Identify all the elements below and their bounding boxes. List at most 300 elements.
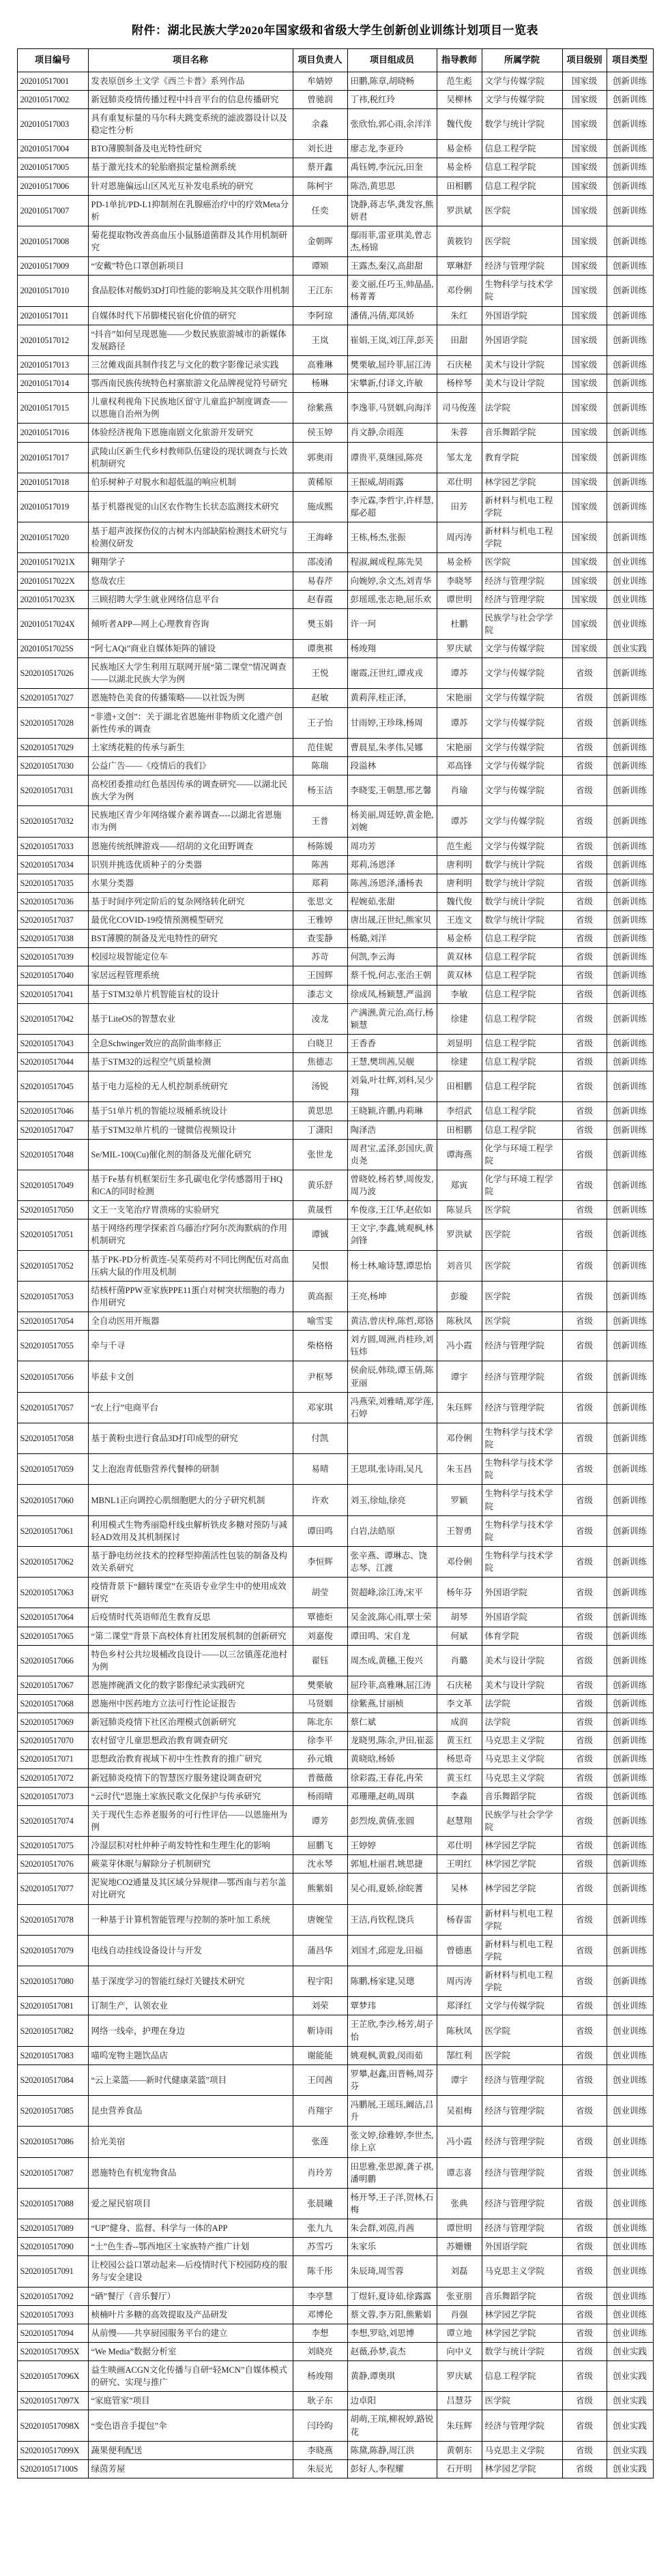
- cell-project-name: PD-1单抗/PD-L1抑制剂在乳腺癌治疗中的疗效Meta分析: [88, 195, 293, 226]
- cell-college: 经济与管理学院: [482, 590, 562, 608]
- cell-members: 田鹏,陈章,胡晓畅: [347, 72, 437, 90]
- cell-advisor: 邓高锋: [437, 756, 482, 775]
- cell-project-name: 菊花提取物改善高血压小鼠肠道菌群及其作用机制研究: [88, 226, 293, 256]
- table-row: [17, 1071, 653, 1102]
- cell-college: 文学与传媒学院: [482, 72, 562, 90]
- cell-project-name: BST薄膜的制备及光电特性的研究: [88, 930, 293, 948]
- cell-level: 省级: [562, 1392, 607, 1423]
- cell-members: 刘方圆,周洲,肖桂珍,刘钰炜: [347, 1331, 437, 1361]
- cell-leader: 黄乐舒: [293, 1170, 347, 1200]
- cell-advisor: 陈显兵: [437, 1201, 482, 1219]
- cell-type: 创新训练: [607, 1121, 653, 1139]
- projects-table: [17, 48, 654, 2478]
- cell-level: 省级: [562, 966, 607, 985]
- cell-project-id: 202010517011: [17, 306, 88, 325]
- cell-project-name: 基于静电纺丝技术的控释型抑菌活性包装的制备及构效关系研究: [88, 1546, 293, 1577]
- cell-leader: 蒲昌华: [293, 1935, 347, 1966]
- cell-project-id: 202010517004: [17, 140, 88, 158]
- cell-college: 马克思主义学院: [482, 1768, 562, 1787]
- cell-project-name: 伯乐树种子对脱水和超低温的响应机制: [88, 473, 293, 491]
- cell-project-name: 最优化COVID-19疫情预测模型研究: [88, 911, 293, 930]
- cell-advisor: 黄朝东: [437, 2441, 482, 2459]
- cell-advisor: 胡琴: [437, 1608, 482, 1627]
- cell-leader: 陈茜: [293, 855, 347, 874]
- cell-members: 姚观枫,黄毅,闵雨茹: [347, 2046, 437, 2064]
- cell-project-name: 基于Fe基有机框架衍生多孔碳电化学传感器用于HQ和CA的同时检测: [88, 1170, 293, 1200]
- cell-leader: 李想: [293, 2324, 347, 2342]
- cell-members: 谭贵平,莫继园,陈亮: [347, 442, 437, 473]
- cell-type: 创业训练: [607, 2157, 653, 2188]
- cell-project-name: 食品胶体对酸奶3D打印性能的影响及其交联作用机制: [88, 276, 293, 306]
- cell-project-id: S202010517070: [17, 1732, 88, 1750]
- cell-college: 医学院: [482, 1312, 562, 1331]
- cell-project-id: 202010517021X: [17, 553, 88, 572]
- cell-leader: 陈柯宇: [293, 177, 347, 195]
- table-row: [17, 553, 653, 572]
- cell-advisor: 黄玉红: [437, 1732, 482, 1750]
- table-row: [17, 2287, 653, 2305]
- cell-members: 肖文静,佘雨莲: [347, 424, 437, 442]
- cell-project-id: S202010517079: [17, 1935, 88, 1966]
- cell-type: 创新训练: [607, 756, 653, 775]
- cell-type: 创新训练: [607, 837, 653, 855]
- cell-leader: 凌龙: [293, 1003, 347, 1034]
- cell-advisor: 黄玉红: [437, 1768, 482, 1787]
- cell-leader: 易春芹: [293, 572, 347, 590]
- cell-members: 产满滪,黄元治,高行,杨颖慧: [347, 1003, 437, 1034]
- table-row: [17, 590, 653, 608]
- cell-advisor: 李晓琴: [437, 572, 482, 590]
- cell-project-id: 202010517003: [17, 109, 88, 140]
- cell-level: 省级: [562, 1170, 607, 1200]
- cell-project-name: 全自动医用开瓶器: [88, 1312, 293, 1331]
- cell-project-id: S202010517038: [17, 930, 88, 948]
- cell-type: 创新训练: [607, 424, 653, 442]
- table-row: [17, 2015, 653, 2046]
- cell-members: 周君宝,孟泽,彭国庆,黄贞尧: [347, 1139, 437, 1170]
- cell-level: 省级: [562, 1750, 607, 1768]
- cell-project-name: BTO薄膜制备及电光特性研究: [88, 140, 293, 158]
- cell-advisor: 李淼: [437, 1787, 482, 1805]
- cell-leader: 郭奥雨: [293, 442, 347, 473]
- table-row: [17, 72, 653, 90]
- table-row: [17, 855, 653, 874]
- cell-level: 省级: [562, 948, 607, 966]
- cell-level: 省级: [562, 1515, 607, 1546]
- cell-advisor: 冯小霞: [437, 1331, 482, 1361]
- cell-project-name: “家庭管家”项目: [88, 2392, 293, 2410]
- table-row: [17, 1966, 653, 1997]
- cell-advisor: 向中义: [437, 2342, 482, 2360]
- cell-college: 马克思主义学院: [482, 2441, 562, 2459]
- cell-advisor: 谭宇: [437, 1361, 482, 1392]
- cell-college: 生物科学与技术学院: [482, 1485, 562, 1515]
- cell-project-id: S202010517052: [17, 1250, 88, 1281]
- cell-type: 创新训练: [607, 1312, 653, 1331]
- cell-project-name: 农村留守儿童思想政治教育调查研究: [88, 1732, 293, 1750]
- cell-project-name: “安戴”特色口罩创新项目: [88, 257, 293, 276]
- cell-members: 陈浩,黄思思: [347, 177, 437, 195]
- cell-leader: 徐紫燕: [293, 393, 347, 424]
- cell-type: 创新训练: [607, 1966, 653, 1997]
- cell-level: 省级: [562, 1578, 607, 1608]
- cell-advisor: 田相鹏: [437, 1071, 482, 1102]
- cell-project-name: “变色语音手提包”伞: [88, 2410, 293, 2441]
- cell-level: 省级: [562, 756, 607, 775]
- cell-advisor: 何斌: [437, 1627, 482, 1645]
- table-row: [17, 2342, 653, 2360]
- cell-project-name: 基于机器视觉的山区农作物生长状态监测技术研究: [88, 491, 293, 522]
- cell-project-name: 网络一线牵，护理在身边: [88, 2015, 293, 2046]
- cell-level: 省级: [562, 1201, 607, 1219]
- cell-college: 经济与管理学院: [482, 1392, 562, 1423]
- cell-members: 张欣怡,郭心雨,余洋洋: [347, 109, 437, 140]
- cell-members: 程婉茹,张甜: [347, 892, 437, 911]
- table-row: [17, 2324, 653, 2342]
- cell-members: 刘枭,叶壮辉,刘科,吴少翔: [347, 1071, 437, 1102]
- cell-college: 新材料与机电工程学院: [482, 491, 562, 522]
- cell-advisor: 易金桥: [437, 140, 482, 158]
- cell-project-id: S202010517027: [17, 689, 88, 707]
- cell-type: 创新训练: [607, 522, 653, 553]
- cell-leader: 焦德志: [293, 1053, 347, 1071]
- table-row: [17, 2046, 653, 2064]
- cell-project-id: S202010517037: [17, 911, 88, 930]
- cell-leader: 熊紫娟: [293, 1874, 347, 1904]
- cell-project-id: S202010517067: [17, 1676, 88, 1694]
- cell-leader: 邵凌淆: [293, 553, 347, 572]
- cell-members: 禹钰娉,李沅沅,田奎: [347, 158, 437, 177]
- cell-advisor: 赵慧翔: [437, 1805, 482, 1836]
- cell-project-name: 悠哉农庄: [88, 572, 293, 590]
- cell-level: 省级: [562, 1053, 607, 1071]
- cell-college: 生物科学与技术学院: [482, 1515, 562, 1546]
- cell-project-name: 针对恩施偏远山区风光互补发电系统的研究: [88, 177, 293, 195]
- cell-project-name: 三岔傩戏面具制作技艺与文化的数字影像记录实践: [88, 355, 293, 374]
- header-row: [17, 49, 653, 72]
- cell-type: 创新训练: [607, 1423, 653, 1453]
- cell-project-id: S202010517072: [17, 1768, 88, 1787]
- cell-college: 医学院: [482, 195, 562, 226]
- cell-project-id: S202010517063: [17, 1578, 88, 1608]
- cell-level: 省级: [562, 1837, 607, 1855]
- cell-type: 创业训练: [607, 2256, 653, 2287]
- cell-type: 创新训练: [607, 306, 653, 325]
- cell-advisor: 谭海燕: [437, 1139, 482, 1170]
- cell-college: 生物科学与技术学院: [482, 1423, 562, 1453]
- cell-advisor: 易金桥: [437, 930, 482, 948]
- cell-advisor: 谭志喜: [437, 2157, 482, 2188]
- cell-level: 省级: [562, 1874, 607, 1904]
- cell-project-id: S202010517088: [17, 2188, 88, 2219]
- cell-level: 国家级: [562, 553, 607, 572]
- table-row: [17, 985, 653, 1003]
- cell-project-name: 恩施特色有机宠物食品: [88, 2157, 293, 2188]
- cell-leader: 翟钰: [293, 1645, 347, 1676]
- column-header: 项目名称: [88, 49, 293, 72]
- cell-college: 文学与传媒学院: [482, 658, 562, 689]
- cell-type: 创业训练: [607, 590, 653, 608]
- cell-leader: 杨竣翔: [293, 2361, 347, 2392]
- cell-leader: 朱辰光: [293, 2459, 347, 2478]
- cell-project-id: S202010517058: [17, 1423, 88, 1453]
- cell-leader: 苏雪巧: [293, 2238, 347, 2256]
- cell-project-id: S202010517045: [17, 1071, 88, 1102]
- table-row: [17, 1608, 653, 1627]
- cell-advisor: 宋艳丽: [437, 738, 482, 756]
- cell-project-name: 基于STM32的远程空气质量检测: [88, 1053, 293, 1071]
- table-row: [17, 1578, 653, 1608]
- cell-level: 省级: [562, 1805, 607, 1836]
- cell-advisor: 宋艳丽: [437, 689, 482, 707]
- cell-leader: 张思文: [293, 892, 347, 911]
- cell-members: 刘玉,徐灿,徐亮: [347, 1485, 437, 1515]
- cell-level: 省级: [562, 1071, 607, 1102]
- cell-advisor: 杜鹏: [437, 608, 482, 639]
- cell-leader: 曾驰润: [293, 90, 347, 108]
- cell-college: 林学园艺学院: [482, 1874, 562, 1904]
- cell-members: 郭旭,杜丽君,姚思捷: [347, 1855, 437, 1874]
- cell-project-id: S202010517051: [17, 1219, 88, 1250]
- cell-advisor: 郜红利: [437, 2046, 482, 2064]
- cell-advisor: 易金桥: [437, 158, 482, 177]
- table-row: [17, 806, 653, 837]
- cell-level: 省级: [562, 837, 607, 855]
- cell-level: 国家级: [562, 276, 607, 306]
- cell-leader: 普薇薇: [293, 1768, 347, 1787]
- table-row: [17, 276, 653, 306]
- cell-project-name: 喵呜宠物主题饮品店: [88, 2046, 293, 2064]
- column-header: 所属学院: [482, 49, 562, 72]
- cell-college: 经济与管理学院: [482, 1361, 562, 1392]
- cell-level: 国家级: [562, 374, 607, 393]
- cell-leader: 黄晟哲: [293, 1201, 347, 1219]
- table-row: [17, 2064, 653, 2095]
- cell-leader: 肖翔宇: [293, 2096, 347, 2127]
- cell-college: 林学园艺学院: [482, 473, 562, 491]
- cell-members: 赵薇,孙梦,袁杰: [347, 2342, 437, 2360]
- cell-college: 经济与管理学院: [482, 2064, 562, 2095]
- cell-type: 创新训练: [607, 257, 653, 276]
- cell-project-id: S202010517056: [17, 1361, 88, 1392]
- cell-type: 创业训练: [607, 2324, 653, 2342]
- cell-advisor: 邓伶俐: [437, 1546, 482, 1577]
- cell-members: 彭烈焌,黄倩,张圆: [347, 1805, 437, 1836]
- cell-advisor: 邓伶俐: [437, 276, 482, 306]
- cell-project-id: S202010517049: [17, 1170, 88, 1200]
- cell-leader: 吴恨: [293, 1250, 347, 1281]
- cell-type: 创新训练: [607, 1170, 653, 1200]
- cell-college: 医学院: [482, 226, 562, 256]
- cell-advisor: 肖强: [437, 2305, 482, 2324]
- cell-type: 创新训练: [607, 1003, 653, 1034]
- cell-project-name: 翱翔学子: [88, 553, 293, 572]
- cell-college: 民族学与社会学学院: [482, 1805, 562, 1836]
- cell-leader: 苏苛: [293, 948, 347, 966]
- table-row: [17, 1645, 653, 1676]
- cell-leader: 余淼: [293, 109, 347, 140]
- cell-project-name: “第二课堂”背景下高校体育社团发展机制的创新研究: [88, 1627, 293, 1645]
- cell-leader: 刘长进: [293, 140, 347, 158]
- cell-leader: 柴格格: [293, 1331, 347, 1361]
- cell-members: 徐成凤,杨颖慧,严溢润: [347, 985, 437, 1003]
- cell-project-id: S202010517030: [17, 756, 88, 775]
- cell-advisor: 唐利明: [437, 855, 482, 874]
- cell-project-id: S202010517082: [17, 2015, 88, 2046]
- cell-members: 侯俞辰,韩琰,谭玉倩,陈亚丽: [347, 1361, 437, 1392]
- cell-leader: 谢能能: [293, 2046, 347, 2064]
- cell-leader: 张九九: [293, 2219, 347, 2238]
- cell-type: 创新训练: [607, 1034, 653, 1052]
- cell-type: 创业训练: [607, 2305, 653, 2324]
- cell-project-name: 公益广告——《疫情后的我们》: [88, 756, 293, 775]
- cell-advisor: 谭苏: [437, 707, 482, 738]
- cell-college: 外国语学院: [482, 2238, 562, 2256]
- cell-type: 创业训练: [607, 572, 653, 590]
- cell-advisor: 肖璐: [437, 1645, 482, 1676]
- cell-project-name: 电线自动挂线设备设计与开发: [88, 1935, 293, 1966]
- cell-project-id: S202010517050: [17, 1201, 88, 1219]
- table-row: [17, 572, 653, 590]
- cell-advisor: 谭苏: [437, 806, 482, 837]
- table-row: [17, 374, 653, 393]
- cell-type: 创新训练: [607, 1071, 653, 1102]
- cell-advisor: 吴柳林: [437, 90, 482, 108]
- cell-type: 创新训练: [607, 1695, 653, 1713]
- cell-project-name: 恩施特色美食的传播策略——以社饭为例: [88, 689, 293, 707]
- cell-leader: 王普: [293, 806, 347, 837]
- table-row: [17, 911, 653, 930]
- cell-advisor: 刘磊: [437, 2256, 482, 2287]
- cell-type: 创新训练: [607, 491, 653, 522]
- cell-project-id: S202010517094: [17, 2324, 88, 2342]
- cell-members: 张文婷,徐雅婷,李世杰,徐上京: [347, 2127, 437, 2157]
- cell-type: 创业实践: [607, 2410, 653, 2441]
- cell-type: 创新训练: [607, 473, 653, 491]
- cell-type: 创新训练: [607, 355, 653, 374]
- cell-advisor: 朱玉昌: [437, 1454, 482, 1485]
- cell-leader: 郑莉: [293, 874, 347, 892]
- cell-leader: 邓博伦: [293, 2305, 347, 2324]
- cell-advisor: 朱珏辉: [437, 2410, 482, 2441]
- cell-type: 创新训练: [607, 1750, 653, 1768]
- cell-project-id: S202010517096X: [17, 2361, 88, 2392]
- cell-college: 数学与统计学院: [482, 874, 562, 892]
- cell-college: 文学与传媒学院: [482, 806, 562, 837]
- cell-type: 创新训练: [607, 1805, 653, 1836]
- cell-members: 王洁,肖钦程,饶兵: [347, 1904, 437, 1935]
- cell-project-name: 昆虫营养食品: [88, 2096, 293, 2127]
- cell-type: 创业训练: [607, 2287, 653, 2305]
- table-row: [17, 1034, 653, 1052]
- cell-advisor: 邹太龙: [437, 442, 482, 473]
- table-row: [17, 1219, 653, 1250]
- cell-type: 创新训练: [607, 374, 653, 393]
- cell-members: 白岩,法皓原: [347, 1515, 437, 1546]
- cell-members: 李晓雯,王朝慧,邢艺馨: [347, 775, 437, 806]
- cell-type: 创新训练: [607, 1608, 653, 1627]
- cell-members: 边卓阳: [347, 2392, 437, 2410]
- cell-advisor: 谭世明: [437, 2219, 482, 2238]
- cell-leader: 李亭慧: [293, 2287, 347, 2305]
- table-row: [17, 325, 653, 355]
- table-row: [17, 109, 653, 140]
- cell-members: 陈黛,陈静,周江洪: [347, 2441, 437, 2459]
- page-title: 附件：湖北民族大学2020年国家级和省级大学生创新创业训练计划项目一览表: [132, 24, 538, 37]
- cell-college: 信息工程学院: [482, 140, 562, 158]
- cell-level: 省级: [562, 2441, 607, 2459]
- cell-members: 唐出晟,汪世纪,熊家贝: [347, 911, 437, 930]
- table-row: [17, 2441, 653, 2459]
- cell-leader: 张莲: [293, 2127, 347, 2157]
- table-row: [17, 1787, 653, 1805]
- cell-project-id: S202010517087: [17, 2157, 88, 2188]
- cell-college: 信息工程学院: [482, 948, 562, 966]
- cell-college: 新材料与机电工程学院: [482, 522, 562, 553]
- cell-project-name: 桢楠叶片多糖的高效提取及产品研发: [88, 2305, 293, 2324]
- cell-members: 甘雨婷,王珍珠,杨周: [347, 707, 437, 738]
- cell-project-name: 新冠肺炎疫情下的智慧医疗服务建设调查研究: [88, 1768, 293, 1787]
- cell-type: 创新训练: [607, 1485, 653, 1515]
- cell-members: 陈鹏,杨家建,吴璁: [347, 1966, 437, 1997]
- cell-project-id: S202010517090: [17, 2238, 88, 2256]
- cell-project-id: S202010517036: [17, 892, 88, 911]
- cell-project-name: 订制生产，认领农业: [88, 1997, 293, 2015]
- cell-members: 潘倩,冯倩,郑凤娇: [347, 306, 437, 325]
- cell-college: 信息工程学院: [482, 966, 562, 985]
- cell-advisor: 朱红: [437, 306, 482, 325]
- cell-leader: 靳诗雨: [293, 2015, 347, 2046]
- cell-members: 李元霖,李哲宇,许样慧,鄢必超: [347, 491, 437, 522]
- cell-level: 国家级: [562, 640, 607, 658]
- cell-level: 省级: [562, 2324, 607, 2342]
- cell-college: 信息工程学院: [482, 1003, 562, 1034]
- cell-level: 省级: [562, 1331, 607, 1361]
- table-row: [17, 1250, 653, 1281]
- cell-project-name: “We Media”数据分析室: [88, 2342, 293, 2360]
- table-row: [17, 195, 653, 226]
- cell-advisor: 吕慧芬: [437, 2392, 482, 2410]
- cell-college: 信息工程学院: [482, 1053, 562, 1071]
- cell-project-name: 基于电力巡检的无人机控制系统研究: [88, 1071, 293, 1102]
- cell-college: 法学院: [482, 1713, 562, 1732]
- cell-project-name: 利用模式生物秀丽隐杆线虫解析铁皮多糖对预防与减轻AD效用及其机制探讨: [88, 1515, 293, 1546]
- cell-advisor: 田相鹏: [437, 1121, 482, 1139]
- cell-college: 文学与传媒学院: [482, 707, 562, 738]
- cell-members: 朱会群,刘茵,肖茜: [347, 2219, 437, 2238]
- cell-project-id: S202010517066: [17, 1645, 88, 1676]
- cell-type: 创新训练: [607, 911, 653, 930]
- column-header: 项目类型: [607, 49, 653, 72]
- cell-level: 省级: [562, 1627, 607, 1645]
- cell-advisor: 徐建: [437, 1053, 482, 1071]
- cell-type: 创新训练: [607, 195, 653, 226]
- cell-members: 杨璐,刘洋: [347, 930, 437, 948]
- cell-project-name: 恩施州中医药地方立法可行性论证报告: [88, 1695, 293, 1713]
- cell-project-id: S202010517065: [17, 1627, 88, 1645]
- cell-advisor: 田相鹏: [437, 177, 482, 195]
- cell-project-name: 毕兹卡文创: [88, 1361, 293, 1392]
- cell-advisor: 曾德惠: [437, 1935, 482, 1966]
- cell-type: 创新训练: [607, 806, 653, 837]
- cell-college: 新材料与机电工程学院: [482, 1935, 562, 1966]
- cell-project-name: 基于超声波探伤仪的古树木内部缺陷检测技术研究与检测仪研发: [88, 522, 293, 553]
- cell-leader: 易晴: [293, 1454, 347, 1485]
- cell-project-id: S202010517061: [17, 1515, 88, 1546]
- cell-members: 曾晓姣,杨若梦,周俊发,周乃波: [347, 1170, 437, 1200]
- cell-advisor: 吴祖梅: [437, 2096, 482, 2127]
- cell-leader: 闫玲昀: [293, 2410, 347, 2441]
